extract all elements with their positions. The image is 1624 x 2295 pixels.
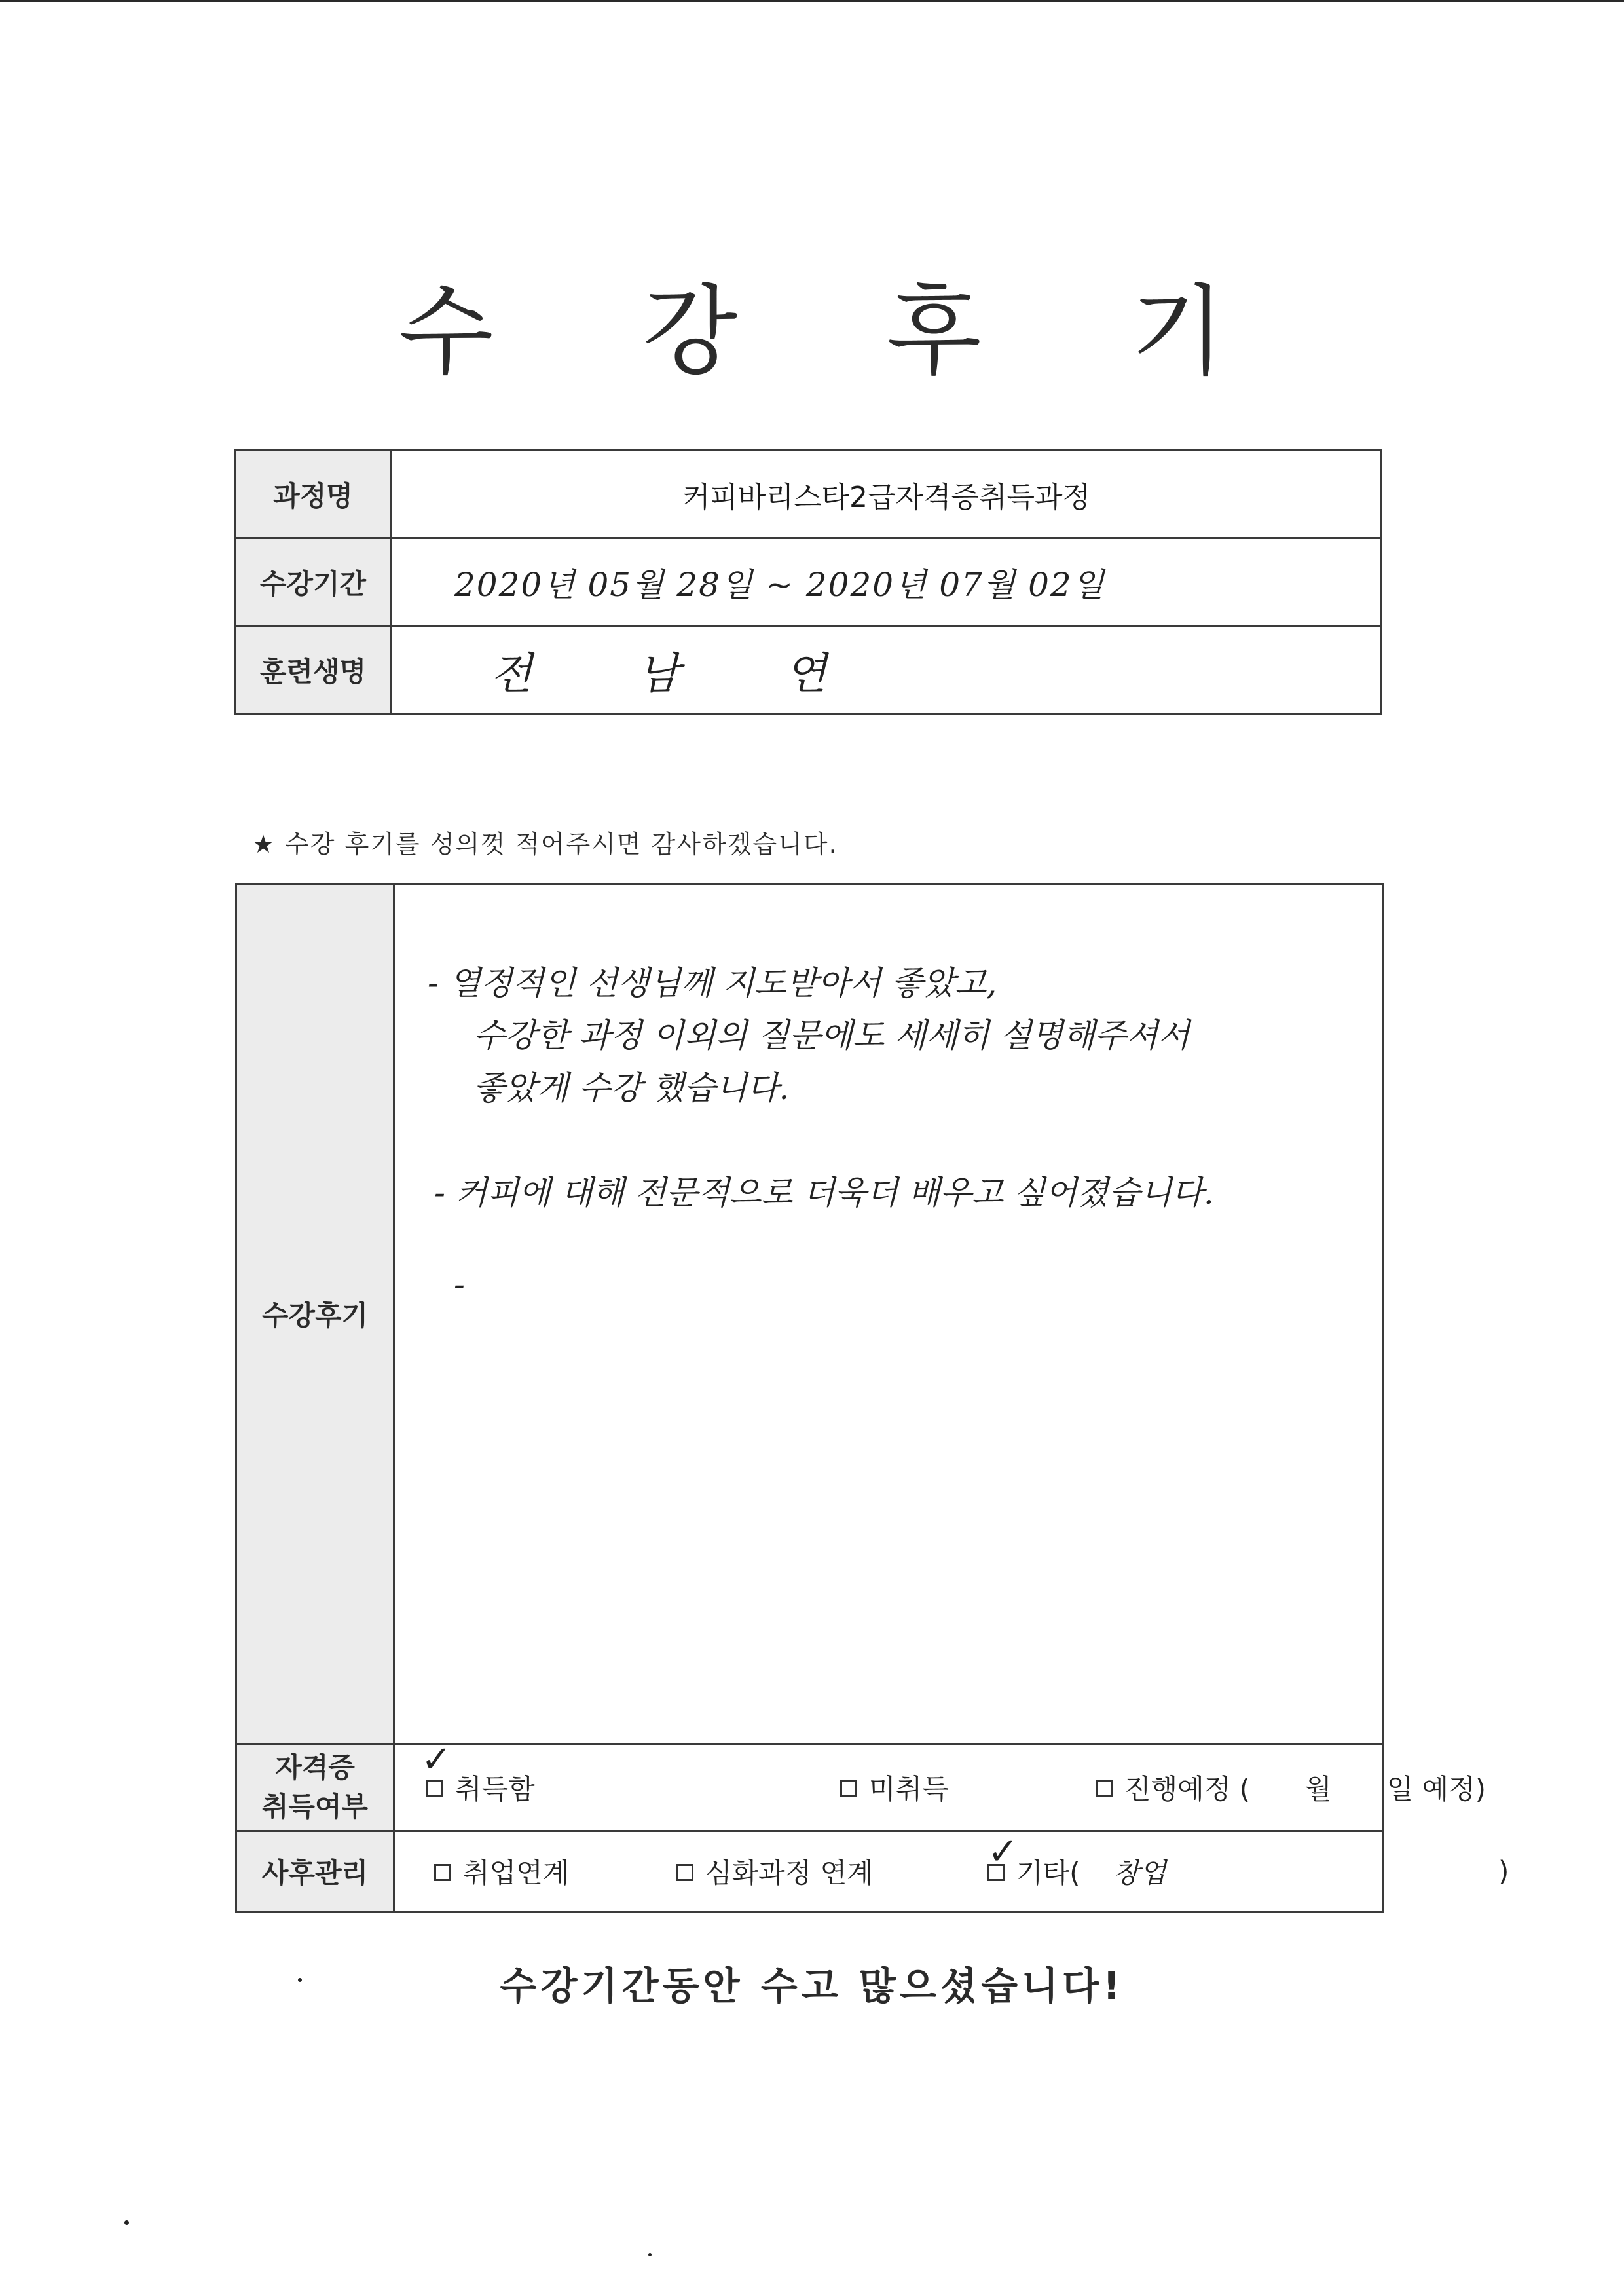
period-label: 수강기간 <box>235 538 392 626</box>
trainee-label: 훈련생명 <box>235 626 392 714</box>
checkbox-icon <box>434 1864 451 1881</box>
review-line-2: 수강한 과정 이외의 질문에도 세세히 설명해주셔서 <box>473 1017 1190 1054</box>
review-row <box>236 884 1384 1744</box>
review-line-5: - <box>454 1265 465 1303</box>
certificate-option-not-acquired[interactable]: 미취득 <box>840 1768 949 1807</box>
page-title: 수 강 후 기 <box>398 275 1285 389</box>
trainee-row <box>235 626 1382 714</box>
period-value: 2020년 05월 28일 ~ 2020년 07월 02일 <box>392 538 1382 626</box>
management-option-advanced-course[interactable]: 심화과정 연계 <box>676 1852 874 1891</box>
scan-speck <box>124 2220 129 2225</box>
checkbox-icon <box>676 1864 693 1881</box>
certificate-option-acquired[interactable]: 취득함 <box>426 1768 535 1807</box>
review-body[interactable] <box>394 884 1384 1744</box>
course-row <box>235 451 1382 538</box>
scan-speck <box>648 2253 652 2256</box>
footer-message: 수강기간동안 수고 많으셨습니다! <box>500 1964 1124 2008</box>
course-value: 커피바리스타2급자격증취득과정 <box>392 451 1382 538</box>
checkbox-icon <box>840 1780 857 1797</box>
certificate-option-in-progress[interactable]: 진행예정 ( 월 일 예정) <box>1096 1768 1486 1807</box>
checkbox-icon <box>1096 1780 1113 1797</box>
certificate-label-line1: 자격증 <box>275 1751 355 1783</box>
checkbox-icon <box>426 1780 443 1797</box>
review-label: 수강후기 <box>236 884 394 1744</box>
course-info-table <box>234 449 1382 715</box>
course-label: 과정명 <box>235 451 392 538</box>
management-row <box>236 1831 1384 1912</box>
period-row <box>235 538 1382 626</box>
certificate-label-line2: 취득여부 <box>261 1791 369 1823</box>
review-line-3: 좋았게 수강 했습니다. <box>473 1069 790 1107</box>
review-line-4: - 커피에 대해 전문적으로 더욱더 배우고 싶어졌습니다. <box>434 1174 1214 1212</box>
management-options <box>394 1831 1509 1912</box>
top-edge-line <box>0 0 1624 2</box>
checkbox-icon <box>987 1864 1005 1881</box>
checkmark-icon: ✓ <box>421 1738 452 1781</box>
other-value: 창업 <box>1113 1857 1166 1889</box>
certificate-label <box>236 1744 394 1831</box>
management-option-employment[interactable]: 취업연계 <box>434 1852 569 1891</box>
checkmark-icon: ✓ <box>987 1831 1018 1873</box>
review-table <box>235 883 1509 1912</box>
other-close-paren: ) <box>1498 1855 1509 1888</box>
certificate-options <box>394 1738 1486 1831</box>
notice-text: ★ 수강 후기를 성의껏 적어주시면 감사하겠습니다. <box>252 830 838 859</box>
certificate-row <box>236 1744 1384 1831</box>
review-line-1: - 열정적인 선생님께 지도받아서 좋았고, <box>428 964 997 1002</box>
management-option-other[interactable]: 기타( 창업 <box>987 1852 1166 1891</box>
management-label: 사후관리 <box>236 1831 394 1912</box>
trainee-name: 전 남 연 <box>392 626 1382 714</box>
review-text <box>395 885 1382 1311</box>
scan-speck <box>298 1978 302 1982</box>
